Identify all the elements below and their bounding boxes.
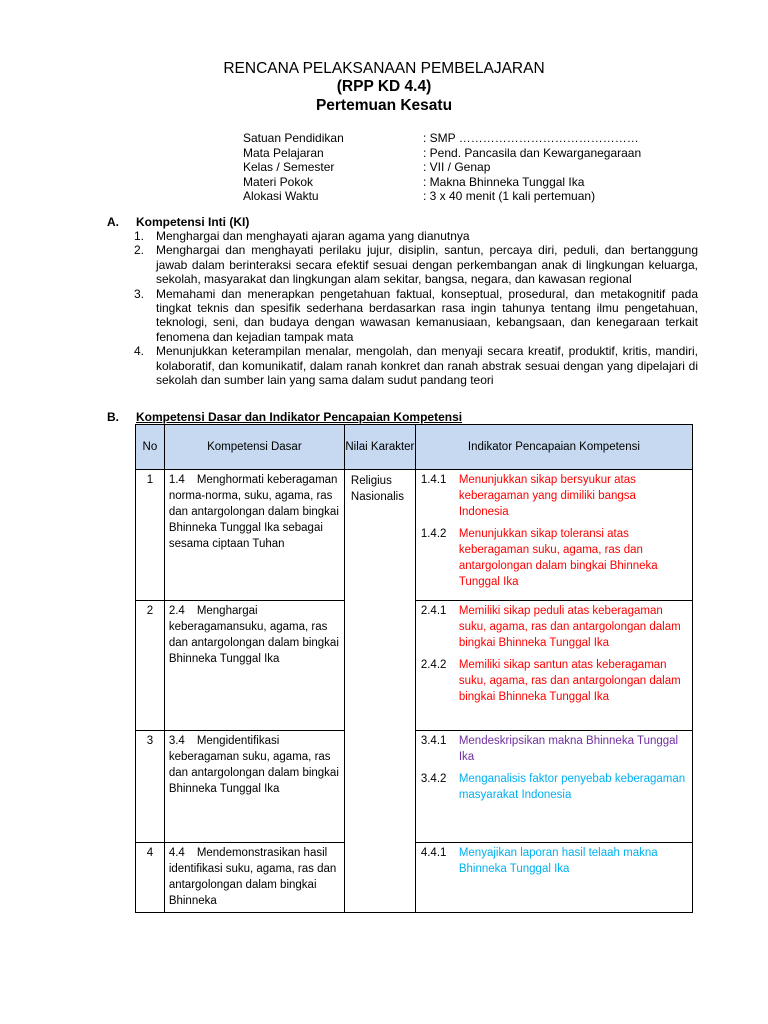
- info-row: [243, 131, 641, 146]
- indicator-item: [421, 472, 686, 520]
- info-value: : Pend. Pancasila dan Kewarganegaraan: [423, 145, 642, 160]
- kd-cell: [164, 843, 344, 913]
- indicator-code: 3.4.2: [420, 773, 447, 785]
- doc-subtitle: (RPP KD 4.4): [336, 78, 432, 95]
- info-row: [243, 175, 641, 190]
- nilai-karakter-cell: Religius Nasionalis: [344, 470, 415, 913]
- indicator-text: Menganalisis faktor penyebab keberagaman masyarakat Indonesia: [458, 773, 686, 801]
- kd-text: Mengidentifikasi keberagaman suku, agama, ras dan antargolongan dalam bingkai Bhinneka Tunggal Ika: [168, 735, 339, 795]
- info-label: Alokasi Waktu: [243, 189, 319, 204]
- kd-code: 3.4: [168, 735, 185, 747]
- indicator-cell: [415, 731, 692, 843]
- indicator-item: [421, 603, 686, 651]
- header-no: No: [136, 425, 165, 470]
- doc-title: RENCANA PELAKSANAAN PEMBELAJARAN: [223, 60, 545, 77]
- indicator-item: [421, 771, 686, 803]
- row-number: 3: [136, 731, 165, 843]
- list-item: [134, 243, 698, 286]
- info-label: Mata Pelajaran: [243, 145, 324, 160]
- list-text: Menghargai dan menghayati perilaku jujur, disiplin, santun, percaya diri, peduli, dan bertanggung jawab dalam berinteraksi secara efektif sesuai dengan perkembangan anak di lingkungan keluarga, sekolah, masyarakat dan lingkungan alam sekitar, bangsa, negara, dan kawasan regional: [156, 243, 698, 287]
- indicator-item: [421, 526, 686, 590]
- indicator-code: 1.4.2: [420, 528, 447, 540]
- kd-cell: [164, 470, 344, 601]
- indicator-text: Menunjukkan sikap toleransi atas keberagaman suku, agama, ras dan antargolongan dalam bingkai Bhinneka Tunggal Ika: [458, 528, 658, 588]
- section-letter: A.: [107, 215, 119, 229]
- info-value: : 3 x 40 menit (1 kali pertemuan): [423, 189, 596, 204]
- indicator-text: Memiliki sikap peduli atas keberagaman suku, agama, ras dan antargolongan dalam bingkai Bhinneka Tunggal Ika: [458, 605, 681, 649]
- kd-text: Menghormati keberagaman norma-norma, suku, agama, ras dan antargolongan dalam bingkai Bhinneka Tunggal Ika sebagai sesama ciptaan Tuhan: [168, 474, 339, 550]
- section-title: Kompetensi Dasar dan Indikator Pencapaian Kompetensi: [136, 410, 463, 424]
- header-indikator: Indikator Pencapaian Kompetensi: [415, 425, 692, 470]
- list-number: 2.: [134, 243, 145, 258]
- row-number: 4: [136, 843, 165, 913]
- list-number: 1.: [134, 229, 145, 243]
- indicator-code: 2.4.1: [420, 605, 447, 617]
- list-text: Memahami dan menerapkan pengetahuan faktual, konseptual, prosedural, dan metakognitif pada tingkat teknis dan spesifik sederhana berdasarkan rasa ingin tahunya tentang ilmu pengetahuan, teknologi, seni, dan budaya dengan wawasan kemanusiaan, kebangsaan, dan kenegaraan terkait fenomena dan kejadian tampak mata: [156, 286, 698, 344]
- list-number: 4.: [134, 344, 145, 359]
- kd-code: 1.4: [168, 474, 185, 486]
- row-number: 1: [136, 470, 165, 601]
- doc-meeting: Pertemuan Kesatu: [315, 97, 453, 114]
- kd-text: Menghargai keberagamansuku, agama, ras dan antargolongan dalam bingkai Bhinneka Tunggal Ika: [168, 605, 339, 665]
- indicator-code: 1.4.1: [420, 474, 447, 486]
- list-number: 3.: [134, 286, 145, 301]
- indicator-code: 3.4.1: [420, 735, 447, 747]
- header-kd: Kompetensi Dasar: [164, 425, 344, 470]
- indicator-code: 2.4.2: [420, 659, 447, 671]
- indicator-cell: [415, 843, 692, 913]
- table-row: [136, 470, 693, 601]
- indicator-text: Menunjukkan sikap bersyukur atas keberagaman yang dimiliki bangsa Indonesia: [458, 474, 636, 518]
- info-label: Satuan Pendidikan: [243, 131, 344, 145]
- indicator-code: 4.4.1: [420, 847, 447, 859]
- indicator-text: Memiliki sikap santun atas keberagaman suku, agama, ras dan antargolongan dalam bingkai Bhinneka Tunggal Ika: [458, 659, 681, 703]
- header-nilai: Nilai Karakter: [344, 425, 415, 470]
- list-item: [134, 229, 698, 243]
- kd-cell: [164, 731, 344, 843]
- info-value: : SMP ………………………………………: [423, 131, 639, 145]
- list-item: [134, 344, 698, 387]
- identity-block: [243, 131, 641, 204]
- indicator-text: Mendeskripsikan makna Bhinneka Tunggal Ika: [458, 735, 679, 763]
- row-number: 2: [136, 601, 165, 731]
- info-value: : Makna Bhinneka Tunggal Ika: [423, 174, 585, 189]
- info-row: [243, 146, 641, 161]
- kd-table: [135, 424, 693, 913]
- info-row: [243, 189, 641, 204]
- kd-code: 2.4: [168, 605, 185, 617]
- list-item: [134, 287, 698, 345]
- info-label: Kelas / Semester: [243, 160, 335, 175]
- list-text: Menghargai dan menghayati ajaran agama yang dianutnya: [156, 229, 470, 243]
- kd-text: Mendemonstrasikan hasil identifikasi suku, agama, ras dan antargolongan dalam bingkai Bhinneka: [168, 847, 337, 907]
- table-header-row: [136, 425, 693, 470]
- indicator-item: [421, 733, 686, 765]
- section-letter: B.: [107, 410, 119, 424]
- info-label: Materi Pokok: [243, 174, 314, 189]
- section-title: Kompetensi Inti (KI): [136, 215, 250, 229]
- info-value: : VII / Genap: [423, 160, 491, 175]
- indicator-item: [421, 657, 686, 705]
- indicator-text: Menyajikan laporan hasil telaah makna Bhinneka Tunggal Ika: [458, 847, 658, 875]
- kd-cell: [164, 601, 344, 731]
- kompetensi-inti-list: [134, 229, 698, 387]
- list-text: Menunjukkan keterampilan menalar, mengolah, dan menyaji secara kreatif, produktif, kritis, mandiri, kolaboratif, dan komunikatif, dalam ranah konkret dan ranah abstrak sesuai dengan yang dipelajari di sekolah dan sumber lain yang sama dalam sudut pandang teori: [156, 344, 698, 388]
- info-row: [243, 160, 641, 175]
- indicator-cell: [415, 601, 692, 731]
- indicator-item: [421, 845, 686, 877]
- indicator-cell: [415, 470, 692, 601]
- kd-code: 4.4: [168, 847, 185, 859]
